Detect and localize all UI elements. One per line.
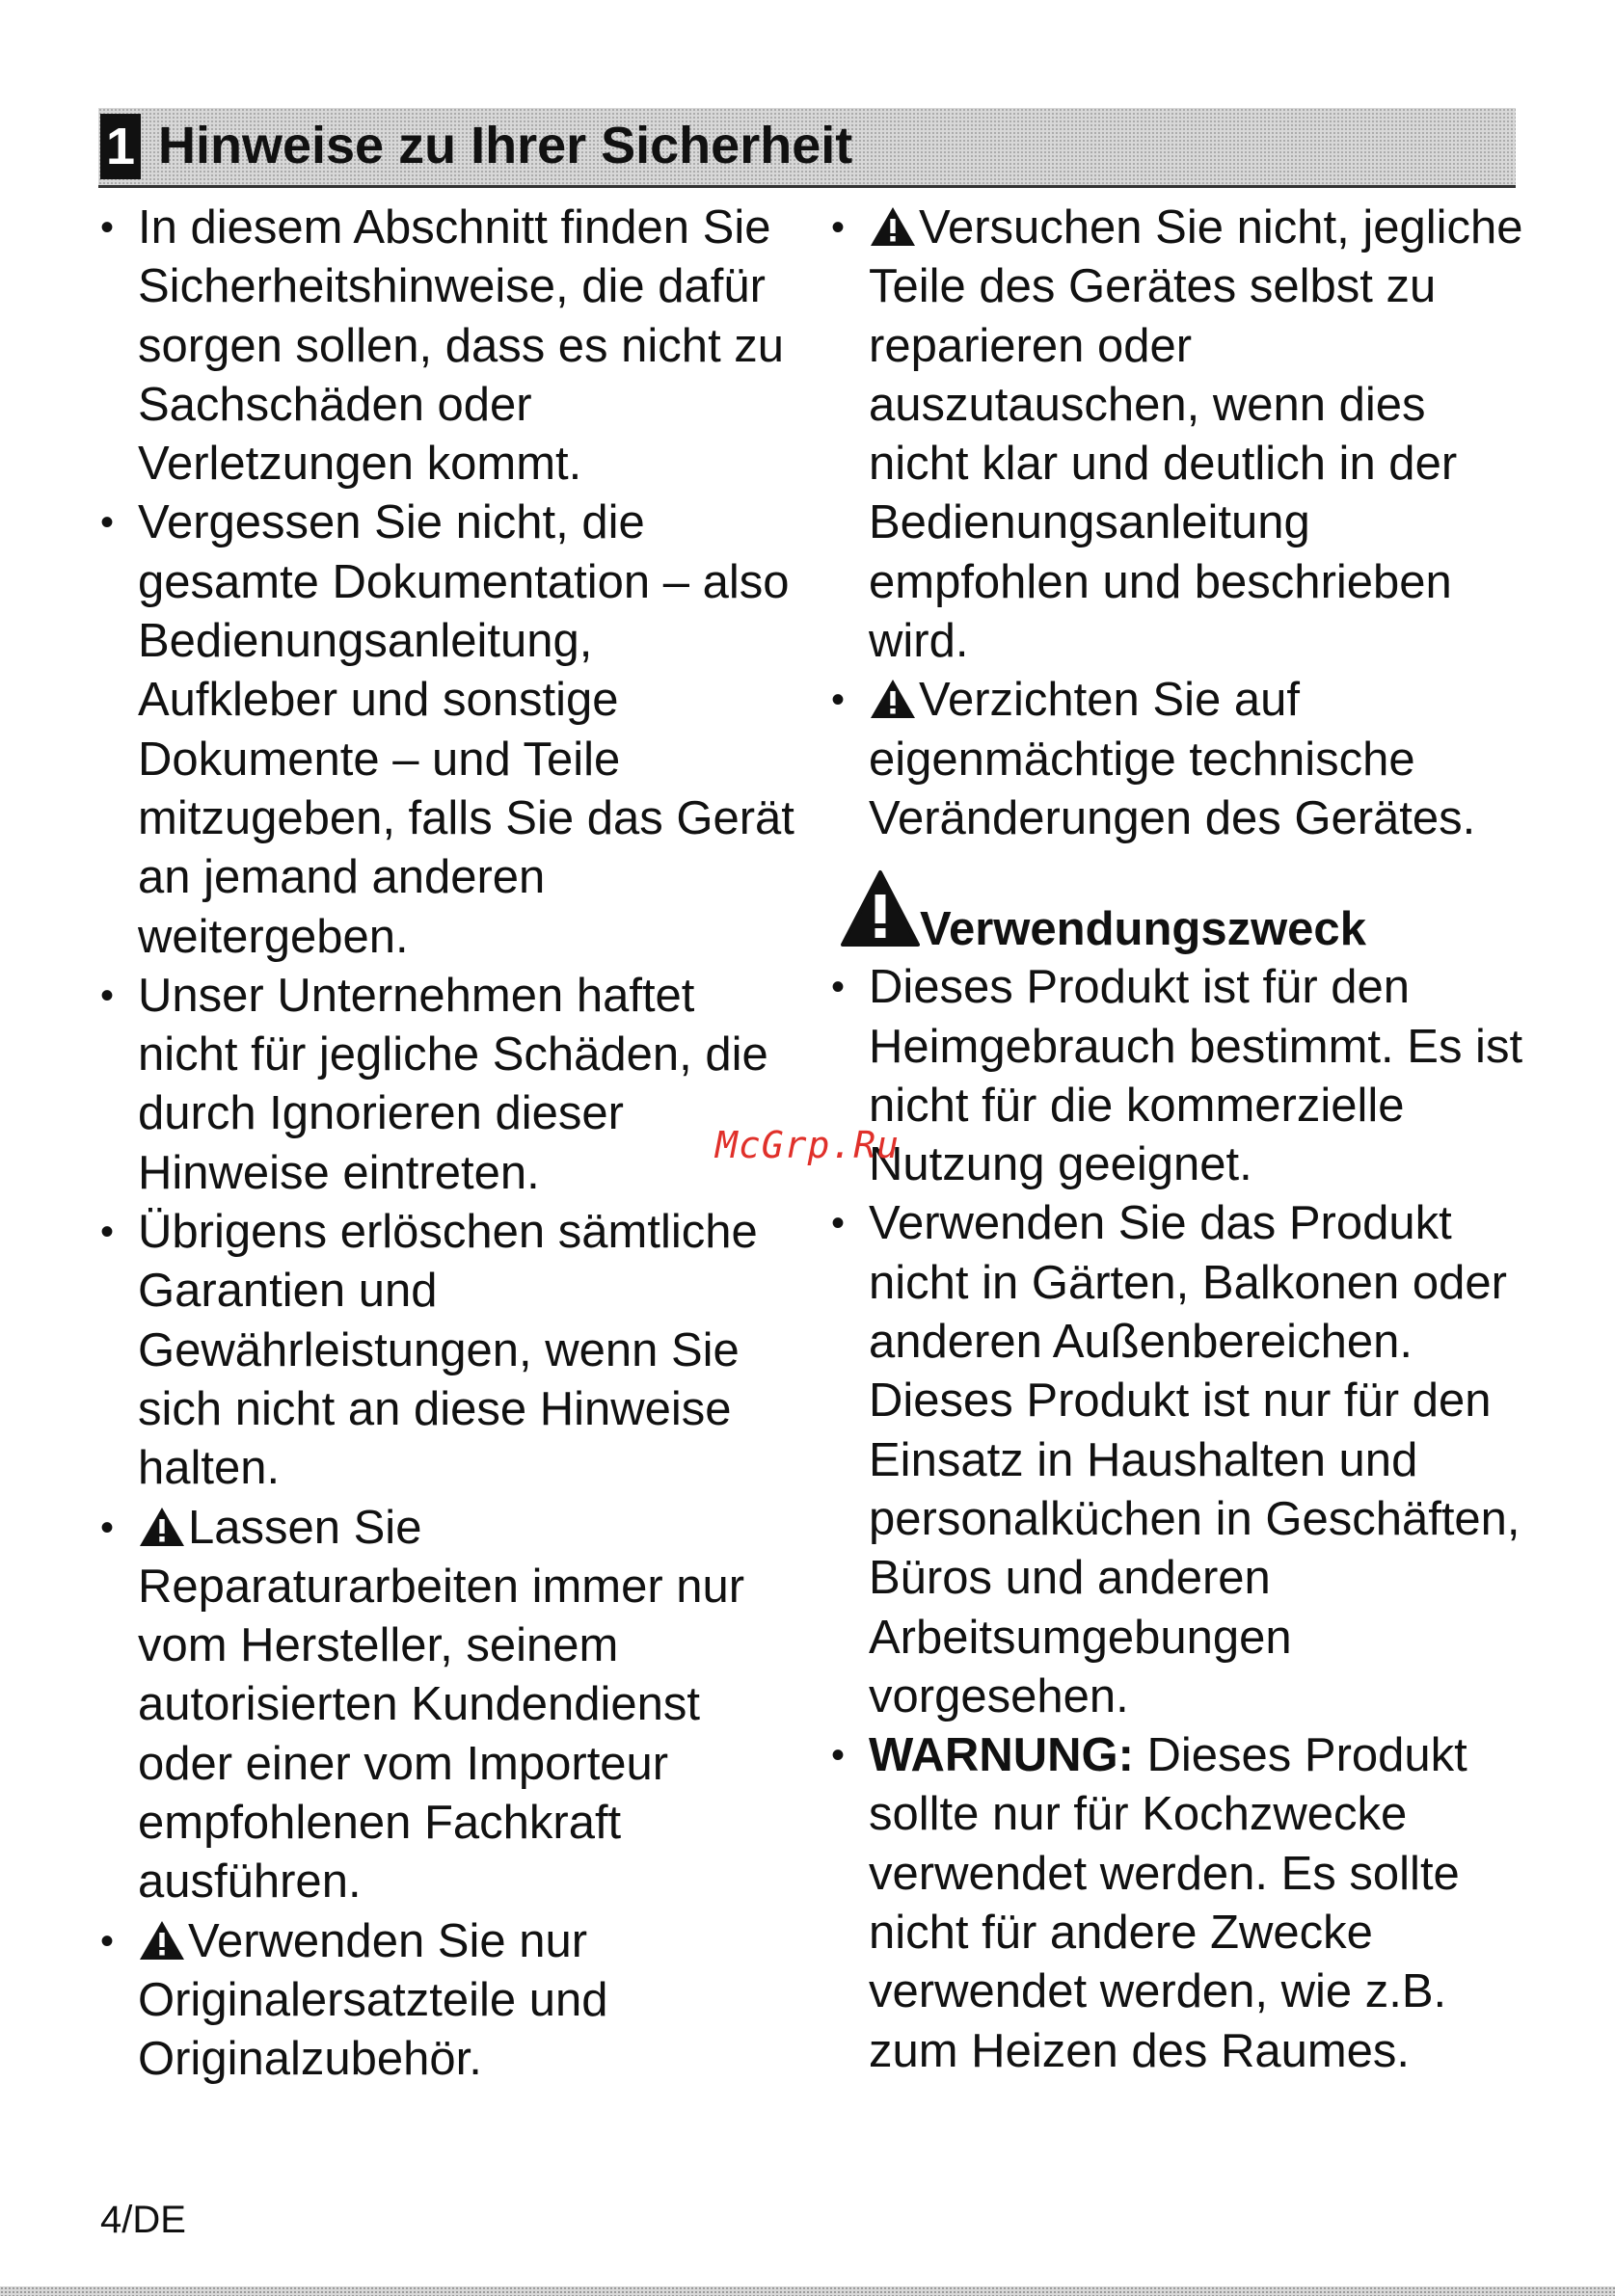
list-item [100, 1912, 794, 2090]
bottom-rule [0, 2286, 1615, 2296]
section-header [98, 108, 1516, 188]
watermark: McGrp.Ru [715, 1124, 901, 1166]
warning-icon [841, 869, 920, 948]
list-item [831, 671, 1525, 848]
list-item [831, 1194, 1525, 1726]
list-item-text: Verzichten Sie auf eigenmächtige technische Veränderungen des Gerätes. [869, 674, 1476, 844]
warning-icon [138, 1920, 186, 1961]
list-item-text: Lassen Sie Reparaturarbeiten immer nur vom Hersteller, seinem autorisierten Kundendienst oder einer vom Importeur empfohlenen Fachkraft ausführen. [138, 1501, 745, 1909]
warning-icon [869, 679, 917, 719]
list-item [831, 1726, 1525, 2081]
right-column [831, 199, 1525, 2081]
list-item [100, 1499, 794, 1912]
list-item-text: Unser Unternehmen haftet nicht für jegliche Schäden, die durch Ignorieren dieser Hinweise eintreten. [138, 969, 768, 1199]
section-title: Hinweise zu Ihrer Sicherheit [158, 117, 853, 174]
list-item [100, 199, 794, 494]
subsection-title: Verwendungszweck [920, 903, 1366, 956]
subsection-heading [831, 869, 1525, 958]
list-item [100, 1203, 794, 1498]
list-item-text: Dieses Produkt ist für den Heimgebrauch bestimmt. Es ist nicht für die kommerzielle Nutzung geeignet. [869, 961, 1523, 1191]
list-item [831, 199, 1525, 671]
page-number: 4/DE [100, 2199, 186, 2241]
list-item-text: Versuchen Sie nicht, jegliche Teile des Gerätes selbst zu reparieren oder auszutauschen, wenn dies nicht klar und deutlich in der Bedienungsanleitung empfohlen und beschrieben wird. [869, 201, 1523, 668]
list-item-text: Übrigens erlöschen sämtliche Garantien und Gewährleistungen, wenn Sie sich nicht an diese Hinweise halten. [138, 1206, 758, 1495]
warning-label: WARNUNG: [869, 1729, 1134, 1782]
left-column [100, 199, 794, 2090]
list-item-text: In diesem Abschnitt finden Sie Sicherheitshinweise, die dafür sorgen sollen, dass es nicht zu Sachschäden oder Verletzungen kommt. [138, 201, 785, 491]
list-item-text: Dieses Produkt sollte nur für Kochzwecke verwendet werden. Es sollte nicht für andere Zwecke verwendet werden, wie z.B. zum Heizen des Raumes. [869, 1729, 1467, 2077]
warning-icon [869, 206, 917, 247]
warning-icon [138, 1507, 186, 1547]
list-item [100, 494, 794, 966]
list-item-text: Verwenden Sie das Produkt nicht in Gärten, Balkonen oder anderen Außenbereichen. Dieses Produkt ist nur für den Einsatz in Haushalten und personalküchen in Geschäften, Büros und anderen Arbeitsumgebungen vorgesehen. [869, 1197, 1521, 1722]
list-item-text: Verwenden Sie nur Originalersatzteile und Originalzubehör. [138, 1914, 608, 2086]
list-item-text: Vergessen Sie nicht, die gesamte Dokumentation – also Bedienungsanleitung, Aufkleber und sonstige Dokumente – und Teile mitzugeben, falls Sie das Gerät an jemand anderen weitergeben. [138, 496, 794, 963]
list-item [831, 958, 1525, 1194]
section-number: 1 [100, 114, 141, 179]
list-item [100, 967, 794, 1203]
